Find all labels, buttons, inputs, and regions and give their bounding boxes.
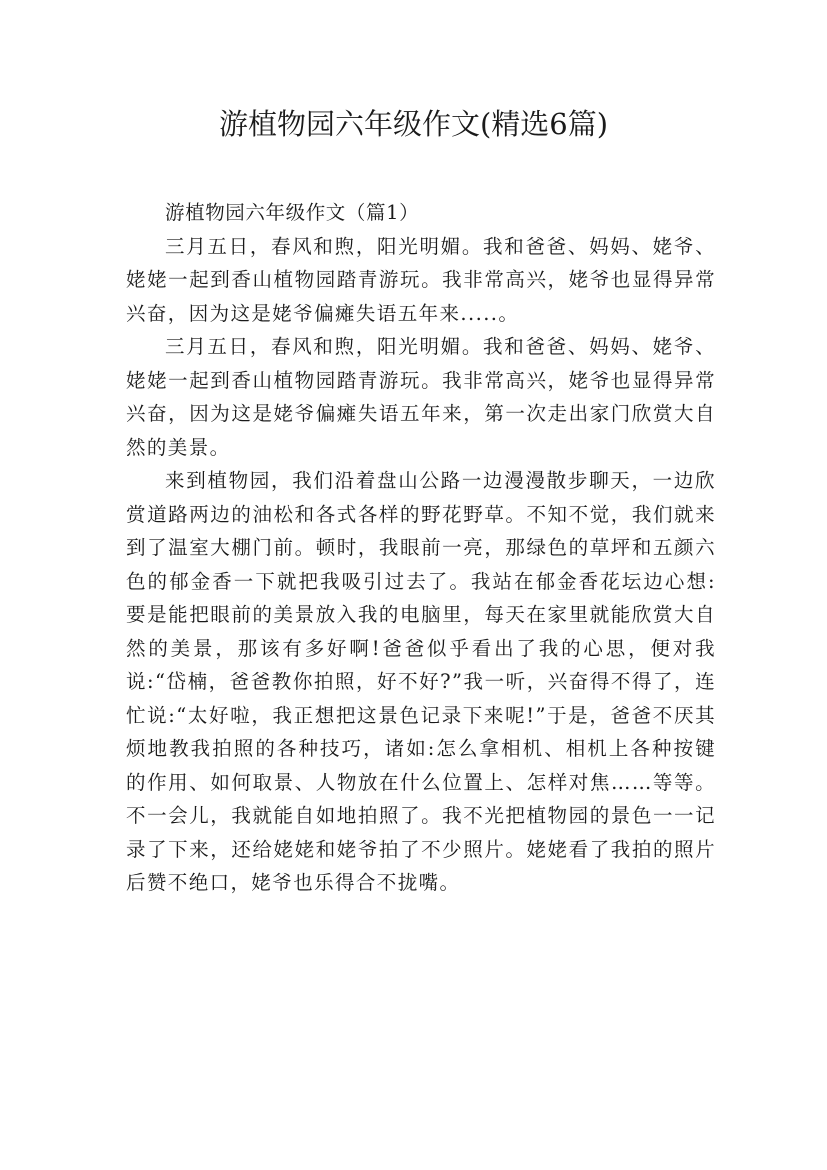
paragraph: 来到植物园，我们沿着盘山公路一边漫漫散步聊天，一边欣赏道路两边的油松和各式各样的野花野草。不知不觉，我们就来到了温室大棚门前。顿时，我眼前一亮，那绿色的草坪和五颜六色的郁金香一下就把我吸引过去了。我站在郁金香花坛边心想:要是能把眼前的美景放入我的电脑里，每天在家里就能欣赏大自然的美景，那该有多好啊!爸爸似乎看出了我的心思，便对我说:“岱楠，爸爸教你拍照，好不好?”我一听，兴奋得不得了，连忙说:“太好啦，我正想把这景色记录下来呢!”于是，爸爸不厌其烦地教我拍照的各种技巧，诸如:怎么拿相机、相机上各种按键的作用、如何取景、人物放在什么位置上、怎样对焦……等等。不一会儿，我就能自如地拍照了。我不光把植物园的景色一一记录了下来，还给姥姥和姥爷拍了不少照片。姥姥看了我拍的照片后赞不绝口，姥爷也乐得合不拢嘴。 bbox=[126, 469, 716, 894]
paragraph: 三月五日，春风和煦，阳光明媚。我和爸爸、妈妈、姥爷、姥姥一起到香山植物园踏青游玩。我非常高兴，姥爷也显得异常兴奋，因为这是姥爷偏瘫失语五年来，第一次走出家门欣赏大自然的美景。 bbox=[126, 335, 716, 459]
paragraph: 三月五日，春风和煦，阳光明媚。我和爸爸、妈妈、姥爷、姥姥一起到香山植物园踏青游玩。我非常高兴，姥爷也显得异常兴奋，因为这是姥爷偏瘫失语五年来.....。 bbox=[126, 234, 716, 325]
document-body bbox=[126, 196, 716, 900]
document-title: 游植物园六年级作文(精选6篇) bbox=[218, 107, 609, 141]
section-heading: 游植物园六年级作文（篇1） bbox=[165, 201, 420, 224]
